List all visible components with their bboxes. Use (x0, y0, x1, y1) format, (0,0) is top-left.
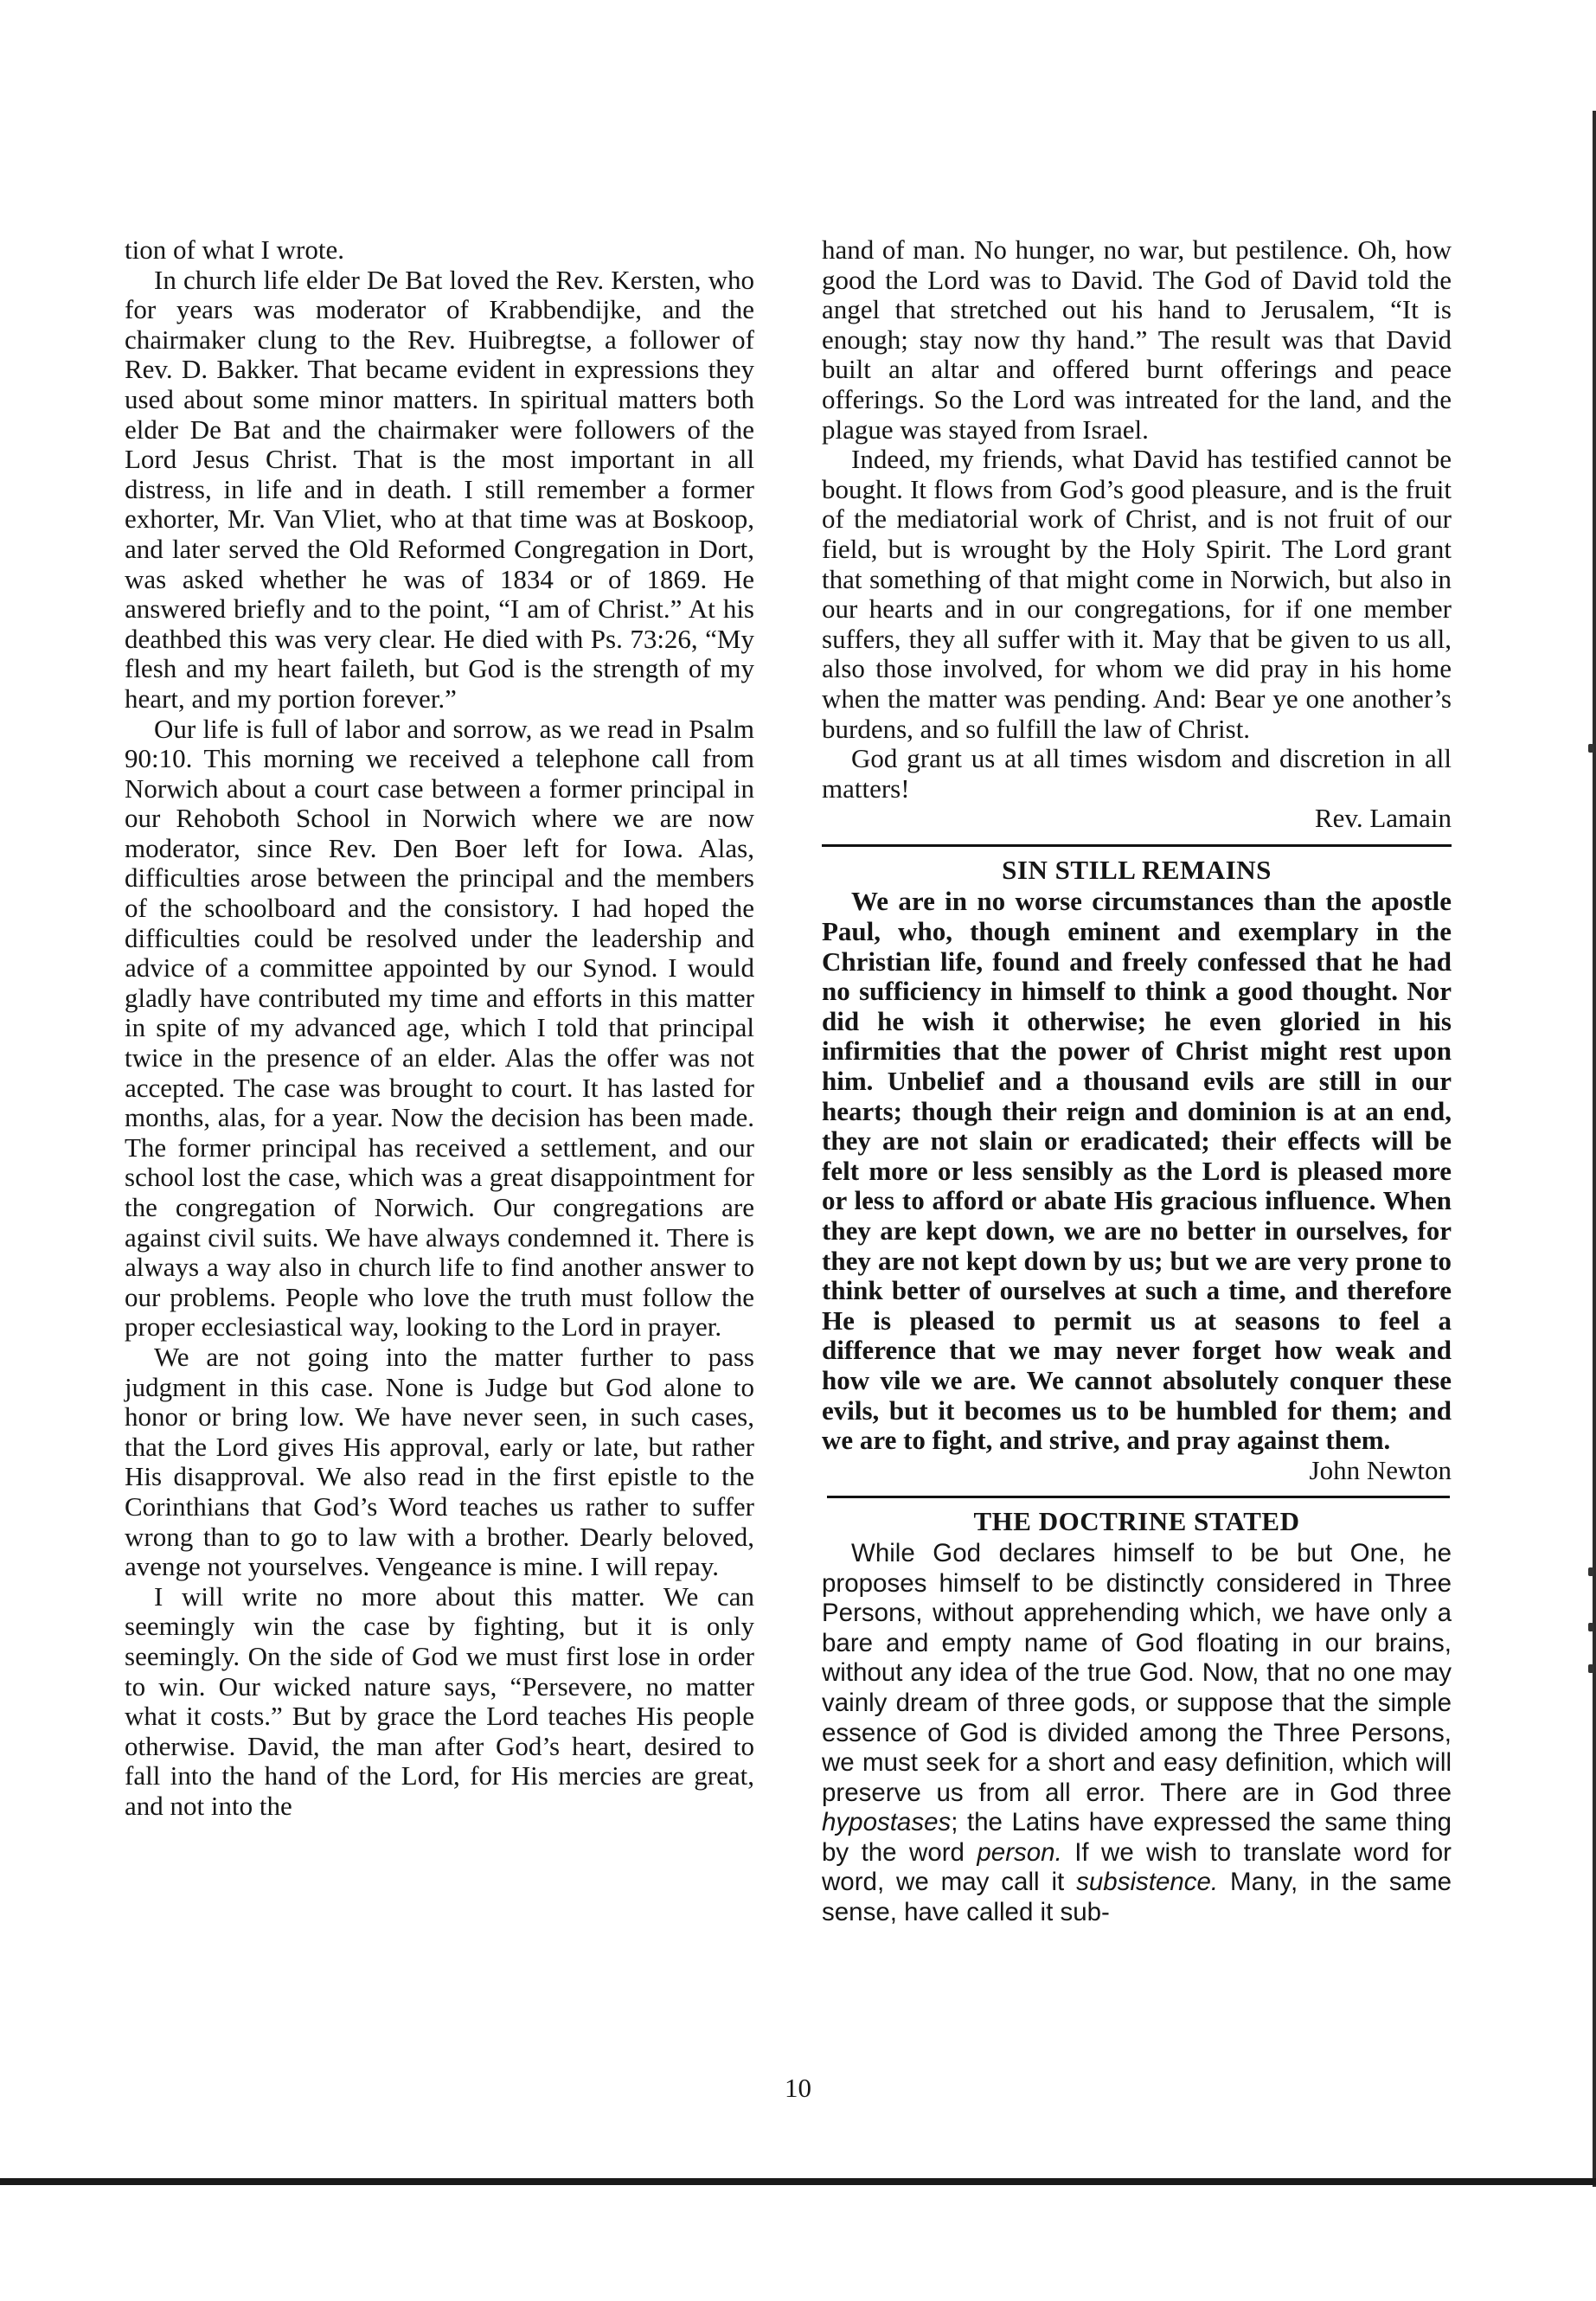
section-title-sin-still-remains: SIN STILL REMAINS (1002, 854, 1272, 885)
paragraph: hand of man. No hunger, no war, but pestilence. Oh, how good the Lord was to David. The God of David told the angel that stretched out his hand to Jerusalem, “It is enough; stay now thy hand.” The result was that David built an altar and offered burnt offerings and peace offerings. So the Lord was intreated for the land, and the plague was stayed from Israel. (822, 234, 1452, 445)
section-divider (827, 1496, 1450, 1498)
sin-still-remains-body (822, 887, 1452, 1455)
text-run: While God declares himself to be but One, he proposes himself to be distinctly considered in Three Persons, without apprehending which, we have only a bare and empty name of God floating in our brains, without any idea of the true God. Now, that no one may vainly dream of three gods, or suppose that the simple essence of God is divided among the Three Persons, we must seek for a short and easy definition, which will preserve us from all error. There are in God three (822, 1538, 1452, 1807)
paragraph: We are in no worse circumstances than the apostle Paul, who, though eminent and exemplary in the Christian life, found and freely confessed that he had no sufficiency in himself to think a good thought. Nor did he wish it otherwise; he even gloried in his infirmities that the power of Christ might rest upon him. Unbelief and a thousand evils are still in our hearts; though their reign and dominion is at an end, they are not slain or eradicated; their effects will be felt more or less sensibly as the Lord is pleased more or less to afford or abate His gracious influence. When they are kept down, we are no better in ourselves, for they are not kept down by us; but we are very prone to think better of ourselves at such a time, and therefore He is pleased to permit us at seasons to feel a difference that we may never forget how weak and how vile we are. We cannot absolutely conquer these evils, but it becomes us to be humbled for them; and we are to fight, and strive, and pray against them. (822, 886, 1452, 1456)
scan-border-right (1593, 111, 1596, 2187)
scan-margin-top (0, 0, 1596, 111)
italic-term: person. (977, 1837, 1062, 1867)
italic-term: hypostases (822, 1808, 952, 1837)
scan-border-bottom (0, 2178, 1596, 2185)
right-column (822, 235, 1452, 1928)
doctrine-stated-body (822, 1539, 1452, 1928)
scan-speck (1588, 1664, 1593, 1673)
text-run: Many, in the same sense, have called it sub- (822, 1868, 1452, 1927)
paragraph: In church life elder De Bat loved the Rev. Kersten, who for years was moderator of Krabbendijke, and the chairmaker clung to the Rev. Huibregtse, a follower of Rev. D. Bakker. That became evident in expressions they used about some minor matters. In spiritual matters both elder De Bat and the chairmaker were followers of the Lord Jesus Christ. That is the most important in all distress, in life and in death. I still remember a former exhorter, Mr. Van Vliet, who at that time was at Boskoop, and later served the Old Reformed Congregation in Dort, was asked whether he was of 1834 or of 1869. He answered briefly and to the point, “I am of Christ.” At his deathbed this was very clear. He died with Ps. 73:26, “My flesh and my heart faileth, but God is the strength of my heart, and my portion forever.” (125, 264, 754, 714)
scan-speck (1588, 1567, 1593, 1576)
section-divider (822, 844, 1452, 847)
italic-term: subsistence. (1076, 1868, 1219, 1897)
article-author: John Newton (1309, 1454, 1452, 1485)
closing-author: Rev. Lamain (1314, 803, 1452, 834)
paragraph: Indeed, my friends, what David has testified cannot be bought. It flows from God’s good pleasure, and is the fruit of the mediatorial work of Christ, and is not fruit of our field, but is wrought by the Holy Spirit. The Lord grant that something of that might come in Norwich, but also in our hearts and in our congregations, for if one member suffers, they all suffer with it. May that be given to us all, also those involved, for whom we did pray in his home when the matter was pending. And: Bear ye one another’s burdens, and so fulfill the law of Christ. (822, 444, 1452, 744)
text-run: ; the Latins have expressed the same thing by the word (822, 1808, 1452, 1867)
page-number: 10 (785, 2073, 811, 2103)
paragraph: I will write no more about this matter. We can seemingly win the case by fighting, but it is only seemingly. On the side of God we must first lose in order to win. Our wicked nature says, “Persevere, no matter what it costs.” But by grace the Lord teaches His people otherwise. David, the man after God’s heart, desired to fall into the hand of the Lord, for His mercies are great, and not into the (125, 1580, 754, 1821)
paragraph: Our life is full of labor and sorrow, as we read in Psalm 90:10. This morning we received a telephone call from Norwich about a court case between a former principal in our Rehoboth School in Norwich where we are now moderator, since Rev. Den Boer left for Iowa. Alas, difficulties arose between the principal and the members of the schoolboard and the consistory. I had hoped the difficulties could be resolved under the leadership and advice of a committee appointed by our Synod. I would gladly have contributed my time and efforts in this matter in spite of my advanced age, which I told that principal twice in the presence of an elder. Alas the offer was not accepted. The case was brought to court. It has lasted for months, alas, for a year. Now the decision has been made. The former principal has received a settlement, and our school lost the case, which was a great disappointment for the congregation of Norwich. Our congregations are against civil suits. We have always condemned it. There is always a way also in church life to find another answer to our problems. People who love the truth must follow the proper ecclesiastical way, looking to the Lord in prayer. (125, 713, 754, 1343)
scan-speck (1588, 744, 1593, 753)
text-run: If we wish to translate word for word, we may call it (822, 1837, 1452, 1897)
scan-speck (1588, 1623, 1593, 1631)
paragraph: tion of what I wrote. (125, 234, 344, 265)
section-title-doctrine-stated: THE DOCTRINE STATED (973, 1506, 1300, 1537)
left-column (125, 235, 754, 1821)
paragraph: We are not going into the matter further to pass judgment in this case. None is Judge but God alone to honor or bring low. We have never seen, in such cases, that the Lord gives His approval, early or late, but rather His disapproval. We also read in the first epistle to the Corinthians that God’s Word teaches us rather to suffer wrong than to go to law with a brother. Dearly beloved, avenge not yourselves. Vengeance is mine. I will repay. (125, 1341, 754, 1582)
closing-line: God grant us at all times wisdom and discretion in all matters! (822, 743, 1452, 804)
paragraph (822, 1539, 1452, 1928)
